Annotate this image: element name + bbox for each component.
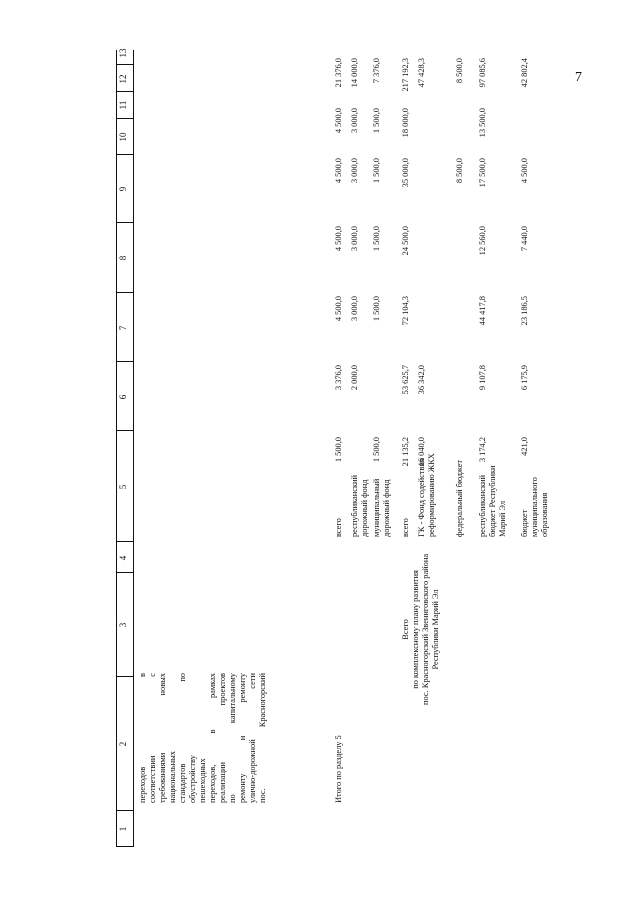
value-cell: 1 500,0: [372, 296, 381, 322]
value-cell: 8 500,0: [455, 158, 464, 184]
value-cell: 1 500,0: [334, 437, 343, 463]
value-cell: 9 107,8: [478, 365, 487, 391]
header-separator: [116, 292, 133, 293]
value-cell: 3 000,0: [350, 226, 359, 252]
header-separator: [116, 222, 133, 223]
item-text-line: переходов, в рамках: [208, 673, 217, 803]
value-cell: 3 000,0: [350, 158, 359, 184]
header-separator: [116, 91, 133, 92]
header-number: 8: [118, 255, 128, 261]
source-label-line: образования: [540, 492, 549, 537]
value-cell: 4 500,0: [334, 158, 343, 184]
value-cell: 53 625,7: [401, 365, 410, 395]
item-text-line: национальных: [168, 751, 177, 803]
value-cell: 3 376,0: [334, 365, 343, 391]
header-separator: [116, 64, 133, 65]
value-cell: 18 000,0: [401, 108, 410, 138]
table-top-border: [116, 50, 117, 847]
source-label-line: бюджет Республики: [488, 465, 497, 537]
value-cell: 3 000,0: [350, 296, 359, 322]
value-cell: 44 417,8: [478, 296, 487, 326]
source-label-line: дорожный фонд: [360, 479, 369, 537]
header-number: 4: [118, 555, 128, 561]
value-cell: 14 000,0: [350, 58, 359, 88]
item-text-line: пос. Красногорский: [258, 673, 267, 803]
source-label-line: всего: [401, 518, 410, 537]
value-cell: 42 802,4: [520, 58, 529, 88]
header-number: 2: [118, 741, 128, 747]
source-label: [455, 442, 465, 537]
value-cell: 35 000,0: [401, 158, 410, 188]
value-cell: 47 428,3: [417, 58, 426, 88]
item-text-line: стандартов по: [178, 673, 187, 803]
header-number: 6: [118, 394, 128, 400]
value-cell: 421,0: [520, 437, 529, 456]
source-label-line: республиканский: [350, 475, 359, 537]
header-separator: [116, 572, 133, 573]
grand-total-label: [401, 554, 441, 705]
source-label-line: муниципальный: [372, 478, 381, 537]
header-number: 9: [118, 186, 128, 192]
header-number: 13: [118, 48, 128, 58]
grand-total-line: пос. Красногорский Звениговского района: [421, 553, 430, 705]
value-cell: 72 104,3: [401, 296, 410, 326]
value-cell: 7 376,0: [372, 58, 381, 84]
value-cell: 1 500,0: [372, 158, 381, 184]
value-cell: 21 135,2: [401, 437, 410, 467]
value-cell: 1 500,0: [372, 226, 381, 252]
value-cell: 97 085,6: [478, 58, 487, 88]
value-cell: 1 500,0: [372, 437, 381, 463]
header-number: 1: [118, 826, 128, 832]
grand-total-line: по комплексному плану развития: [411, 570, 420, 689]
header-separator: [116, 676, 133, 677]
value-cell: 4 500,0: [334, 108, 343, 134]
header-separator: [116, 846, 133, 847]
source-label-line: бюджет: [520, 509, 529, 537]
value-cell: 6 175,9: [520, 365, 529, 391]
header-number: 5: [118, 484, 128, 490]
value-cell: 23 186,5: [520, 296, 529, 326]
section-total-label: Итого по разделу 5: [334, 735, 343, 803]
value-cell: 4 500,0: [334, 296, 343, 322]
header-number: 7: [118, 325, 128, 331]
source-label-line: дорожный фонд: [382, 479, 391, 537]
value-cell: 4 500,0: [334, 226, 343, 252]
value-cell: 8 500,0: [455, 58, 464, 84]
header-number: 3: [118, 622, 128, 628]
header-separator: [116, 154, 133, 155]
source-label: [350, 442, 370, 537]
header-separator: [116, 541, 133, 542]
value-cell: 217 192,3: [401, 58, 410, 92]
header-separator: [116, 361, 133, 362]
source-label-line: всего: [334, 518, 343, 537]
value-cell: 36 342,0: [417, 365, 426, 395]
grand-total-line: Всего: [401, 619, 410, 640]
item-text-line: соответствии с: [148, 673, 157, 803]
source-label-line: ГК - Фонд содействия: [417, 458, 426, 537]
source-label-line: Марий Эл: [498, 500, 507, 537]
header-number: 11: [118, 100, 128, 110]
source-label-line: республиканский: [478, 475, 487, 537]
value-cell: 4 500,0: [520, 158, 529, 184]
value-cell: 12 560,0: [478, 226, 487, 256]
header-separator: [116, 430, 133, 431]
item-text-line: улично-дорожной сети: [248, 673, 257, 803]
value-cell: 17 500,0: [478, 158, 487, 188]
value-cell: 13 500,0: [478, 108, 487, 138]
item-text-line: по капитальному: [228, 673, 237, 803]
value-cell: 2 000,0: [350, 365, 359, 391]
value-cell: 16 040,0: [417, 437, 426, 467]
item-text-line: пешеходных: [198, 758, 207, 803]
grand-total-line: Республики Марий Эл: [431, 589, 440, 670]
item-text-line: требованиями новых: [158, 673, 167, 803]
value-cell: 7 440,0: [520, 226, 529, 252]
source-label-line: муниципального: [530, 477, 539, 537]
item-text-line: обустройству: [188, 755, 197, 803]
source-label-line: реформированию ЖКХ: [427, 453, 436, 537]
value-cell: 24 500,0: [401, 226, 410, 256]
header-separator: [116, 118, 133, 119]
source-label-line: федеральный бюджет: [455, 459, 464, 537]
item-text-line: переходов в: [138, 673, 147, 803]
value-cell: 1 500,0: [372, 108, 381, 134]
item-text-line: ремонту и ремонту: [238, 673, 247, 803]
header-bottom-border: [133, 50, 134, 847]
value-cell: 3 174,2: [478, 437, 487, 463]
header-number: 10: [118, 132, 128, 142]
value-cell: 21 376,0: [334, 58, 343, 88]
page-number: 7: [575, 70, 582, 85]
item-text-line: реализации проектов: [218, 673, 227, 803]
header-separator: [116, 810, 133, 811]
item-description: [138, 673, 268, 803]
header-number: 12: [118, 74, 128, 84]
value-cell: 3 000,0: [350, 108, 359, 134]
